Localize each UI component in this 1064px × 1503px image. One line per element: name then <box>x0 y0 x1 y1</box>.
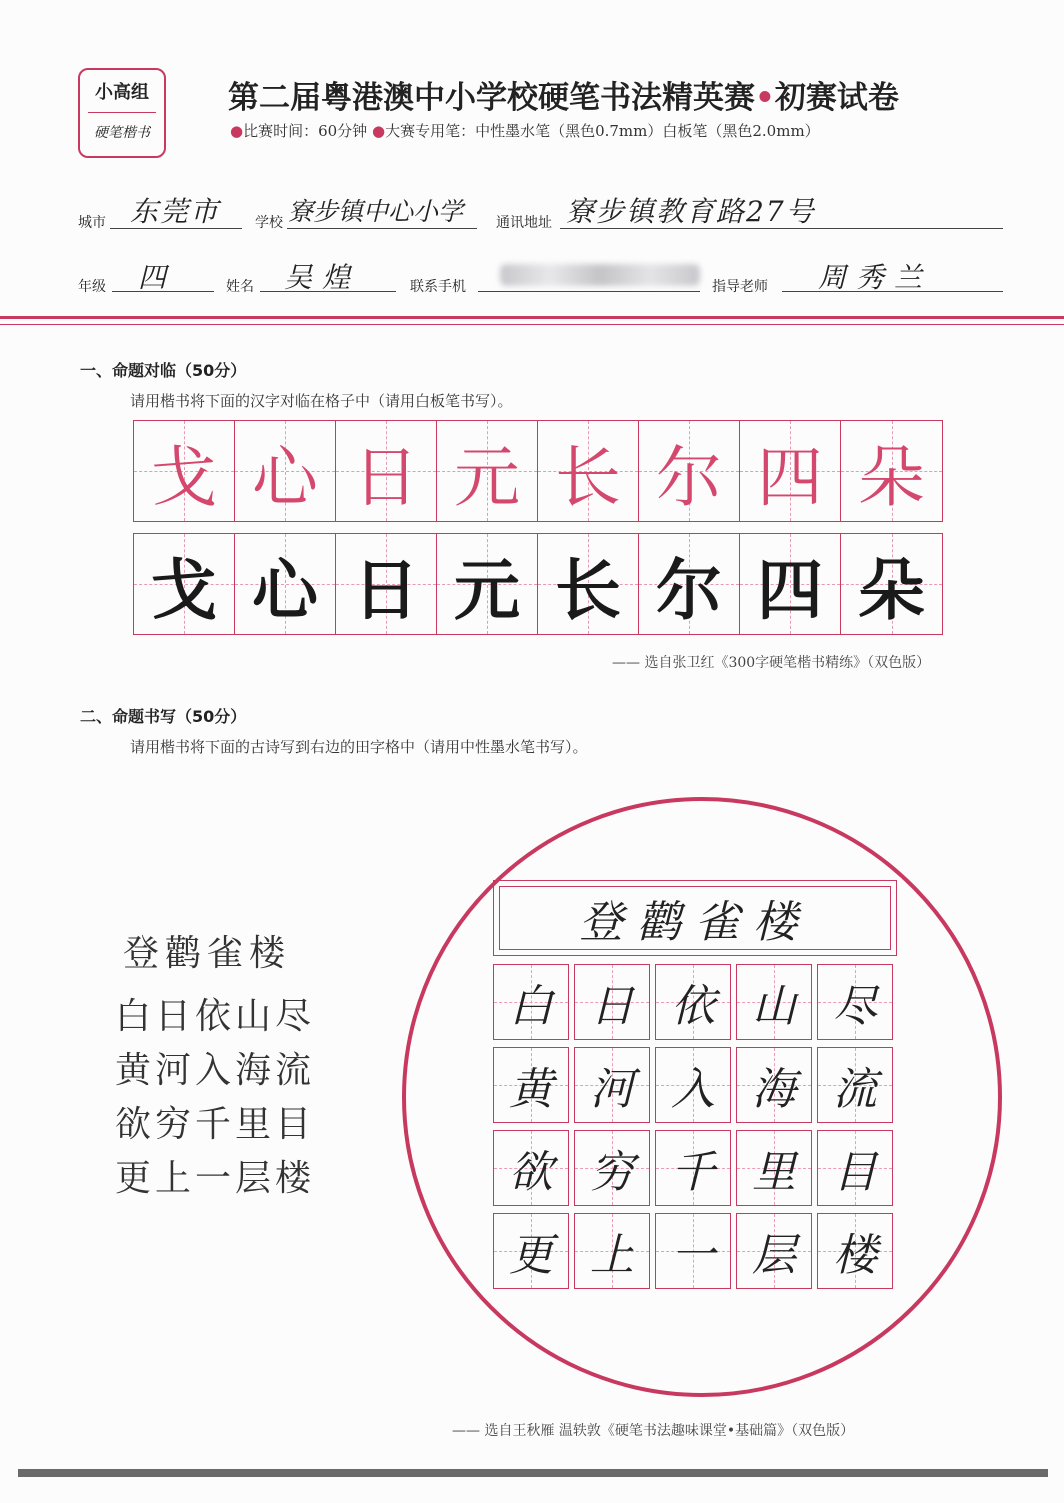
model-cell <box>336 421 437 521</box>
poem-line: 黄河入海流 <box>115 1050 316 1091</box>
city-field[interactable]: 东莞市 <box>130 195 221 228</box>
printed-poem <box>115 925 315 1206</box>
phone-line <box>478 291 700 292</box>
written-char: 穷 <box>590 1147 634 1198</box>
written-char: 一 <box>671 1230 715 1281</box>
copy-char: 朵 <box>858 551 925 629</box>
address-field[interactable]: 寮步镇教育路27号 <box>566 195 816 228</box>
badge-category: 硬笔楷书 <box>94 125 150 141</box>
written-char: 山 <box>752 981 796 1032</box>
group-badge <box>78 68 166 158</box>
written-char: 流 <box>833 1064 877 1115</box>
writing-cell[interactable] <box>655 1047 731 1123</box>
written-char: 白 <box>509 981 553 1032</box>
bottom-bar <box>18 1469 1048 1477</box>
copy-char: 戈 <box>151 551 217 629</box>
copy-grid[interactable] <box>133 533 943 635</box>
model-cell <box>538 421 639 521</box>
school-line <box>287 228 477 229</box>
section1-heading: 一、命题对临（50分） <box>80 361 247 380</box>
writing-cell[interactable] <box>736 1047 812 1123</box>
writing-cell[interactable] <box>574 1047 650 1123</box>
model-char: 戈 <box>151 438 217 516</box>
poem-title: 登鹳雀楼 <box>123 933 292 974</box>
exam-info <box>230 120 820 141</box>
model-char: 长 <box>555 438 621 516</box>
written-char: 层 <box>752 1230 796 1281</box>
badge-group: 小高组 <box>95 82 149 103</box>
writing-cell[interactable] <box>736 1213 812 1289</box>
title-stage: 初赛试卷 <box>774 80 899 116</box>
poem-line: 白日依山尽 <box>115 996 316 1037</box>
page-title <box>228 72 899 117</box>
writing-cell[interactable] <box>574 1130 650 1206</box>
teacher-label: 指导老师 <box>712 279 768 295</box>
section2-heading: 二、命题书写（50分） <box>80 707 247 726</box>
section2-instruction: 请用楷书将下面的古诗写到右边的田字格中（请用中性墨水笔书写）。 <box>130 738 588 756</box>
model-cell <box>134 421 235 521</box>
city-label: 城市 <box>78 215 106 231</box>
model-char: 四 <box>757 438 823 516</box>
written-char: 上 <box>590 1230 634 1281</box>
copy-cell[interactable] <box>841 534 942 634</box>
writing-row <box>493 1213 893 1289</box>
copy-cell[interactable] <box>134 534 235 634</box>
section2-credit: —— 选自王秋雁 温轶敦《硬笔书法趣味课堂•基础篇》（双色版） <box>452 1423 855 1439</box>
copy-char: 心 <box>252 551 318 629</box>
model-cell <box>841 421 942 521</box>
model-char: 日 <box>353 438 419 516</box>
copy-char: 四 <box>757 551 823 629</box>
grade-field[interactable]: 四 <box>138 261 169 294</box>
writing-row <box>493 1130 893 1206</box>
copy-cell[interactable] <box>336 534 437 634</box>
copy-cell[interactable] <box>235 534 336 634</box>
written-char: 里 <box>752 1147 796 1198</box>
copy-char: 日 <box>353 551 419 629</box>
title-dot: • <box>755 80 775 116</box>
copy-char: 尔 <box>656 551 722 629</box>
model-char: 元 <box>454 438 520 516</box>
header-divider <box>0 316 1064 319</box>
written-char: 黄 <box>509 1064 553 1115</box>
grade-label: 年级 <box>78 279 106 295</box>
writing-cell[interactable] <box>655 1130 731 1206</box>
copy-char: 长 <box>555 551 621 629</box>
writing-cell[interactable] <box>817 1047 893 1123</box>
pen-info: 大赛专用笔：中性墨水笔（黑色0.7mm）白板笔（黑色2.0mm） <box>385 122 820 140</box>
poem-line: 更上一层楼 <box>115 1158 316 1199</box>
writing-cell[interactable] <box>655 1213 731 1289</box>
model-grid <box>133 420 943 522</box>
copy-cell[interactable] <box>437 534 538 634</box>
written-char: 目 <box>833 1147 877 1198</box>
writing-cell[interactable] <box>493 964 569 1040</box>
writing-cell[interactable] <box>493 1130 569 1206</box>
written-char: 更 <box>509 1230 553 1281</box>
written-title-box[interactable] <box>493 880 897 956</box>
model-cell <box>235 421 336 521</box>
copy-cell[interactable] <box>538 534 639 634</box>
title-main: 第二届粤港澳中小学校硬笔书法精英赛 <box>228 80 755 116</box>
bullet-icon: ● <box>371 122 386 140</box>
written-char: 欲 <box>509 1147 553 1198</box>
writing-cell[interactable] <box>736 964 812 1040</box>
writing-cell[interactable] <box>574 1213 650 1289</box>
school-field[interactable]: 寮步镇中心小学 <box>288 197 464 226</box>
model-cell <box>639 421 740 521</box>
written-char: 日 <box>590 981 634 1032</box>
name-label: 姓名 <box>226 279 254 295</box>
copy-char: 元 <box>454 551 520 629</box>
model-cell <box>437 421 538 521</box>
name-field[interactable]: 吴煌 <box>284 261 361 294</box>
writing-cell[interactable] <box>574 964 650 1040</box>
writing-cell[interactable] <box>493 1047 569 1123</box>
written-char: 千 <box>671 1147 715 1198</box>
written-char: 海 <box>752 1064 796 1115</box>
written-char: 河 <box>590 1064 634 1115</box>
model-cell <box>740 421 841 521</box>
badge-divider <box>88 112 156 113</box>
writing-row <box>493 1047 893 1123</box>
phone-redacted[interactable] <box>500 264 700 286</box>
written-title: 登鹳雀楼 <box>499 886 891 950</box>
poem-line: 欲穷千里目 <box>115 1104 316 1145</box>
model-char: 尔 <box>656 438 722 516</box>
section1-instruction: 请用楷书将下面的汉字对临在格子中（请用白板笔书写）。 <box>130 392 513 410</box>
written-char: 尽 <box>833 981 877 1032</box>
model-char: 朵 <box>858 438 925 516</box>
written-char: 楼 <box>833 1230 877 1281</box>
model-char: 心 <box>252 438 318 516</box>
bullet-icon: ● <box>230 122 244 140</box>
section1-credit: —— 选自张卫红《300字硬笔楷书精练》（双色版） <box>612 655 931 671</box>
writing-cell[interactable] <box>493 1213 569 1289</box>
time-info: 比赛时间：60分钟 <box>243 122 368 140</box>
writing-cell[interactable] <box>817 964 893 1040</box>
address-label: 通讯地址 <box>496 215 552 231</box>
teacher-field[interactable]: 周秀兰 <box>818 261 933 294</box>
writing-cell[interactable] <box>736 1130 812 1206</box>
writing-cell[interactable] <box>817 1213 893 1289</box>
header-divider-thin <box>0 324 1064 325</box>
writing-cell[interactable] <box>655 964 731 1040</box>
written-char: 依 <box>671 981 715 1032</box>
phone-label: 联系手机 <box>410 279 466 295</box>
written-char: 入 <box>671 1064 715 1115</box>
writing-row <box>493 964 893 1040</box>
writing-cell[interactable] <box>817 1130 893 1206</box>
copy-cell[interactable] <box>639 534 740 634</box>
copy-cell[interactable] <box>740 534 841 634</box>
school-label: 学校 <box>255 215 283 231</box>
